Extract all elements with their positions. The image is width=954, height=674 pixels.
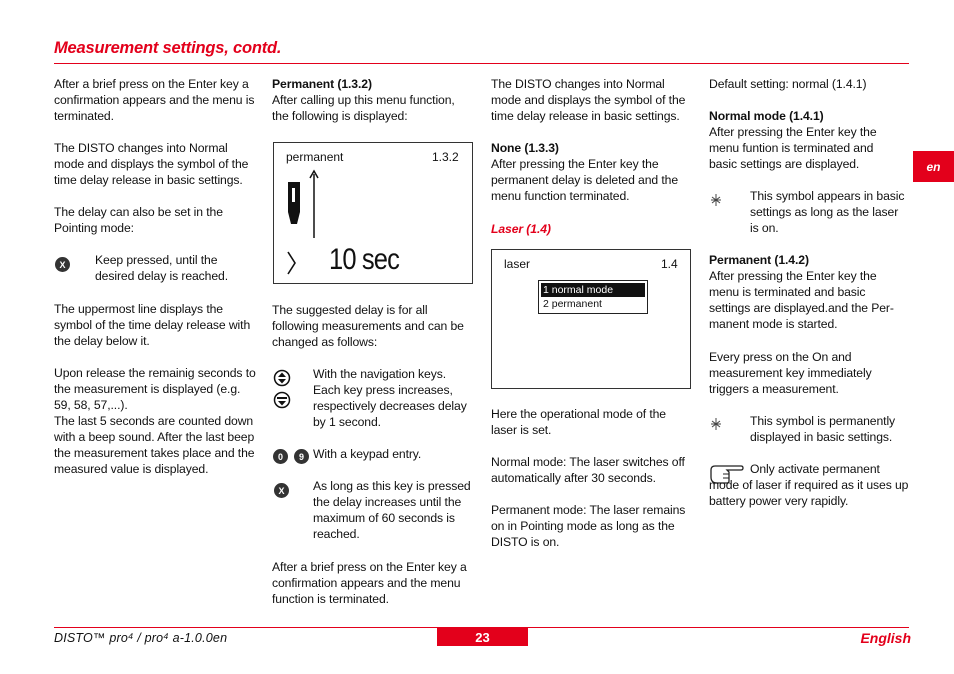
default-setting: Default setting: normal (1.4.1) [709, 77, 867, 91]
col2-nav-text-block [313, 366, 473, 430]
column-4-d [709, 349, 894, 397]
column-1-e [54, 365, 256, 477]
lcd-menu-number: 1.4 [661, 257, 678, 271]
col2-hold-text: As long as this key is pressed the delay increases until the maximum of 60 seconds is reached. [313, 479, 471, 541]
col1-key-text-block [95, 252, 245, 284]
col1-key-text: Keep pressed, until the desired delay is reached. [95, 253, 228, 283]
lcd-menu-number: 1.3.2 [432, 150, 459, 164]
col4-sym1-block [750, 188, 910, 236]
column-3-d [491, 454, 693, 486]
col2-keypad-text-block [313, 446, 473, 462]
page-title: Measurement settings, contd. [54, 39, 282, 57]
col2-paragraph: After a brief press on the Enter key a confirmation appears and the menu function is terminated. [272, 560, 467, 606]
keypad-0-icon [273, 449, 288, 464]
normal-mode-heading: Normal mode (1.4.1) [709, 109, 824, 123]
col4-note-block [709, 461, 911, 509]
enter-key-icon [274, 483, 289, 498]
col1-paragraph: Upon release the remainig seconds to the measurement is displayed (e.g. 59, 58, 57,...). [54, 366, 256, 412]
laser-warning-note: Only activate permanent mode of laser if required as it uses up battery power very rapidly. [709, 462, 909, 508]
lcd-delay-value: 10 sec [329, 243, 400, 276]
col3-paragraph: The DISTO changes into Normal mode and displays the symbol of the time delay release in basic settings. [491, 77, 686, 123]
header-rule [54, 63, 909, 64]
timer-delay-symbol-icon [284, 168, 324, 240]
column-4-b [709, 108, 894, 172]
normal-mode-text: After pressing the Enter key the menu funtion is terminated and basic settings are displayed. [709, 125, 877, 171]
enter-key-label: X [59, 259, 66, 270]
column-1-c [54, 204, 256, 236]
keypad-9-label: 9 [298, 451, 304, 462]
lcd-display-laser [491, 249, 691, 389]
footer-language: English [860, 630, 911, 646]
every-press-text: Every press on the On and measurement key immediately triggers a measurement. [709, 350, 872, 396]
language-tab[interactable]: en [913, 151, 954, 182]
footer-product: DISTO™ pro⁴ / pro⁴ a-1.0.0en [54, 631, 228, 645]
column-1 [54, 76, 256, 124]
laser-symbol-icon [710, 416, 722, 432]
keypad-9-icon [294, 449, 309, 464]
col3-paragraph: Permanent mode: The laser remains on in Pointing mode as long as the DISTO is on. [491, 503, 686, 549]
laser-mode-menu [538, 280, 648, 314]
col1-paragraph: The delay can also be set in the Pointing mode: [54, 205, 223, 235]
col4-sym2-block [750, 413, 910, 445]
lcd-display-permanent [273, 142, 473, 284]
col3-paragraph: Here the operational mode of the laser is set. [491, 407, 666, 437]
column-4-c [709, 252, 909, 332]
permanent-142-heading: Permanent (1.4.2) [709, 253, 809, 267]
chevron-right-icon [285, 249, 299, 277]
keypad-0-label: 0 [277, 451, 283, 462]
column-2-b [272, 302, 472, 350]
col2-intro: After calling up this menu function, the following is displayed: [272, 93, 455, 123]
column-1-d [54, 301, 256, 349]
menu-option-permanent[interactable]: 2 permanent [543, 298, 602, 310]
col2-keypad-text: With a keypad entry. [313, 447, 422, 461]
permanent-142-text: After pressing the Enter key the menu is terminated and basic settings are displayed.and the Per-manent mode is started. [709, 269, 894, 331]
permanent-symbol-text: This symbol is permanently displayed in basic settings. [750, 414, 896, 444]
none-heading: None (1.3.3) [491, 141, 559, 155]
enter-key-label: X [278, 485, 285, 496]
col2-nav-text: With the navigation keys. Each key press increases, respectively decreases delay by 1 second. [313, 367, 467, 429]
lcd-menu-label: permanent [286, 150, 344, 164]
col1-paragraph: The DISTO changes into Normal mode and displays the symbol of the time delay release in basic settings. [54, 141, 249, 187]
column-3-b [491, 140, 691, 204]
column-3-c [491, 406, 693, 438]
col1-paragraph: The uppermost line displays the symbol of the time delay release with the delay below it. [54, 302, 251, 348]
column-4 [709, 76, 909, 92]
nav-up-key-icon [273, 369, 291, 387]
menu-option-normal-selected[interactable]: 1 normal mode [541, 283, 645, 297]
column-2-c [272, 559, 477, 607]
col3-paragraph: Normal mode: The laser switches off automatically after 30 seconds. [491, 455, 685, 485]
col1-paragraph: The last 5 seconds are counted down with a beep sound. After the last beep the measurement takes place and the measured value is displayed. [54, 414, 255, 476]
column-1-b [54, 140, 256, 188]
lcd-menu-label: laser [504, 257, 531, 271]
laser-symbol-text: This symbol appears in basic settings as long as the laser is on. [750, 189, 905, 235]
permanent-heading: Permanent (1.3.2) [272, 77, 372, 91]
laser-heading: Laser (1.4) [491, 222, 551, 236]
page-number: 23 [437, 628, 528, 646]
laser-symbol-icon [710, 192, 722, 208]
none-text: After pressing the Enter key the permanent delay is deleted and the menu function terminated. [491, 157, 678, 203]
col2-hold-text-block [313, 478, 473, 542]
column-3-e [491, 502, 693, 550]
column-3 [491, 76, 693, 124]
col1-paragraph: After a brief press on the Enter key a confirmation appears and the menu is terminated. [54, 77, 255, 123]
col2-paragraph: The suggested delay is for all following measurements and can be changed as follows: [272, 303, 464, 349]
column-2 [272, 76, 472, 124]
nav-down-key-icon [273, 391, 291, 409]
enter-key-icon [55, 257, 70, 272]
